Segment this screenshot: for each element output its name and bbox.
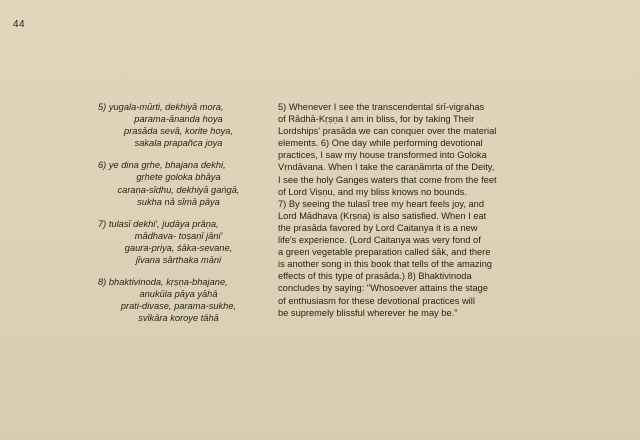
verse-line: 7) tulasī dekhi', juḍāya prāṇa, [98,218,219,229]
translation-line: Vṛndāvana. When I take the caraṇāmṛta of the Deity, [278,162,495,173]
translation-line: of enthusiasm for these devotional practices will [278,295,475,306]
verse-line: 6) ye dina gṛhe, bhajana dekhi, [98,160,226,171]
verse-line: sukha nā sīmā pāya [137,196,220,207]
verse-line: anukūla pāya yāhā [139,289,218,300]
english-translation [278,101,533,319]
translation-line: effects of this type of prasāda.) 8) Bhaktivinoda [278,271,472,282]
translation-line: of Lord Viṣṇu, and my bliss knows no bounds. [278,186,467,197]
verse-line: caraṇa-sīdhu, dekhiyā gaṅgā, [117,184,240,195]
translation-line: concludes by saying: "Whosoever attains the stage [278,283,489,294]
verse-line: parama-ānanda hoya [134,114,223,125]
translation-line: Lordships' prasāda we can conquer over the material [278,126,497,137]
verse-line: 5) yugala-mūrti, dekhiyā mora, [98,102,224,112]
translation-line: practices, I saw my house transformed into Goloka [278,150,487,161]
translation-line: the prasāda favored by Lord Caitanya it is a new [278,222,478,233]
verse-line: svīkāra koroye tāhā [138,313,219,324]
page-number: 44 [13,19,26,30]
translation-line: life's experience. (Lord Caitanya was very fond of [278,235,481,246]
translation-line: 5) Whenever I see the transcendental śrī-vigrahas [278,102,485,112]
bengali-verses [96,101,261,325]
translation-line: Lord Mādhava (Kṛṣṇa) is also satisfied. When I eat [278,210,487,221]
verse-line: 8) bhaktivinoda, kṛṣṇa-bhajane, [98,277,228,288]
verse-line: gaura-priya, śāka-sevane, [124,242,233,253]
translation-line: be supremely blissful wherever he may be." [278,307,458,318]
verse-line: gṛhete goloka bhāya [136,172,221,183]
translation-line: elements. 6) One day while performing devotional [278,138,483,149]
translation-line: a green vegetable preparation called śāk, and there [278,247,491,258]
translation-line: 7) By seeing the tulasī tree my heart feels joy, and [278,198,485,209]
verse-5 [96,101,261,149]
translation-line: is another song in this book that tells of the amazing [278,259,492,270]
verse-line: mādhava- toṣaṇī jāni' [134,230,223,241]
verse-line: sakala prapañca joya [134,138,223,149]
verse-line: jīvana sārthaka māni [135,255,222,266]
verse-8 [96,276,261,324]
verse-line: prasāda sevā, korite hoya, [123,126,234,137]
translation-line: of Rādhā-Kṛṣṇa I am in bliss, for by taking Their [278,114,475,125]
translation-line: I see the holy Ganges waters that come from the feet [278,174,497,185]
verse-6 [96,159,261,207]
verse-line: prati-divase, parama-sukhe, [120,301,237,312]
verse-7 [96,218,261,266]
